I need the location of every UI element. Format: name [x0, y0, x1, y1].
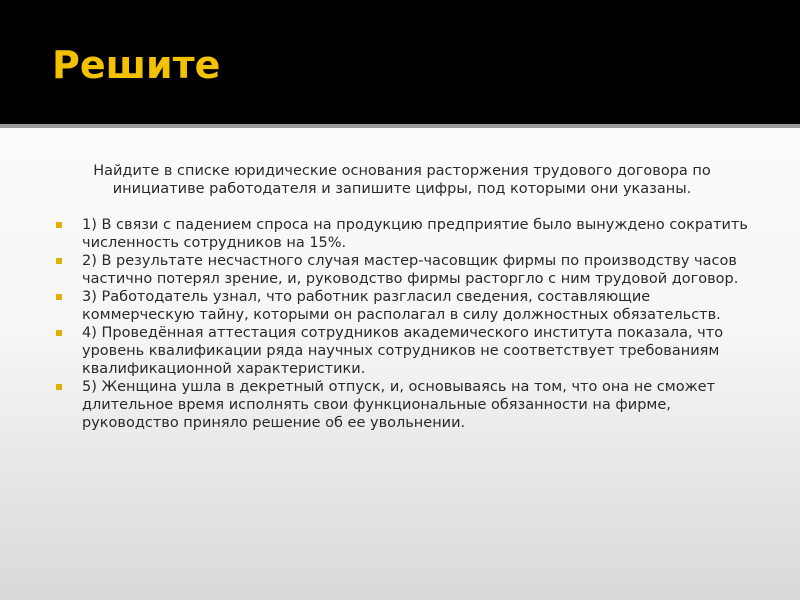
list-item	[52, 324, 752, 378]
square-bullet-icon	[56, 258, 62, 264]
list-item-text: 2) В результате несчастного случая мастер-часовщик фирмы по производству часов частично потерял зрение, и, руководство фирмы расторгло с ним трудовой договор.	[82, 253, 739, 287]
list-item	[52, 252, 752, 288]
square-bullet-icon	[56, 294, 62, 300]
list-item	[52, 378, 752, 432]
list-item	[52, 288, 752, 324]
square-bullet-icon	[56, 330, 62, 336]
title-divider	[0, 124, 800, 128]
list-item	[52, 216, 752, 252]
list-item-text: 4) Проведённая аттестация сотрудников академического института показала, что уровень квалификации ряда научных сотрудников не соответствует требованиям квалификационной характеристики.	[82, 325, 724, 377]
square-bullet-icon	[56, 384, 62, 390]
square-bullet-icon	[56, 222, 62, 228]
list-item-text: 3) Работодатель узнал, что работник разгласил сведения, составляющие коммерческую тайну, которыми он располагал в силу должностных обязательств.	[82, 289, 721, 323]
slide-content	[52, 162, 752, 432]
title-bar	[0, 0, 800, 124]
list-item-text: 1) В связи с падением спроса на продукцию предприятие было вынуждено сократить численность сотрудников на 15%.	[82, 217, 748, 251]
list-item-text: 5) Женщина ушла в декретный отпуск, и, основываясь на том, что она не сможет длительное время исполнять свои функциональные обязанности на фирме, руководство приняло решение об ее увольнении.	[82, 379, 716, 431]
options-list	[52, 216, 752, 432]
task-intro: Найдите в списке юридические основания расторжения трудового договора по инициативе работодателя и запишите цифры, под которыми они указаны.	[93, 163, 711, 197]
slide-title: Решите	[52, 43, 221, 87]
